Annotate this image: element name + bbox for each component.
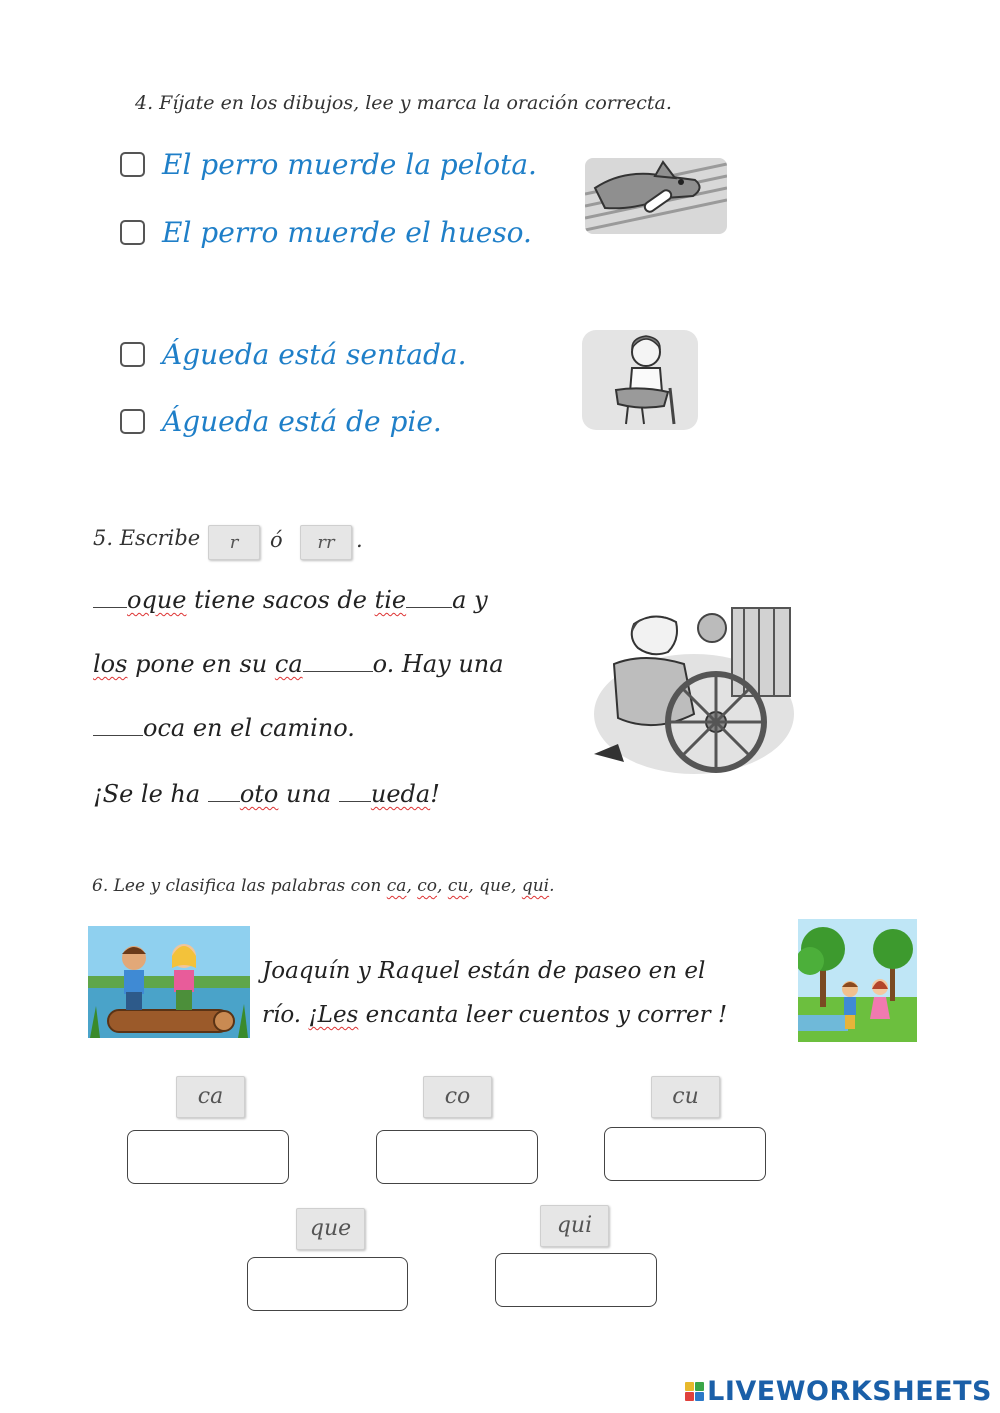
word: ueda xyxy=(370,780,431,808)
blank-input[interactable] xyxy=(93,587,127,608)
text: río. xyxy=(262,1002,309,1028)
sentence-1 xyxy=(93,586,488,614)
text: y xyxy=(466,586,488,614)
category-chip-qui: qui xyxy=(540,1205,609,1247)
girl-sitting-picture xyxy=(582,330,698,430)
word: que xyxy=(479,876,512,896)
man-fixing-wheel-picture xyxy=(594,604,794,776)
category-chip-cu: cu xyxy=(651,1076,720,1118)
word: oto xyxy=(239,780,279,808)
section4-instruction: 4. Fíjate en los dibujos, lee y marca la oración correcta. xyxy=(135,92,672,114)
kids-in-park-picture xyxy=(798,919,917,1042)
logo-mark-icon xyxy=(685,1382,704,1401)
liveworksheets-logo xyxy=(685,1376,992,1407)
text: encanta leer cuentos y correr ! xyxy=(358,1002,728,1028)
option-label: El perro muerde el hueso. xyxy=(162,216,532,249)
conjunction: ó xyxy=(270,528,283,552)
category-chip-ca: ca xyxy=(176,1076,245,1118)
checkbox[interactable] xyxy=(120,220,145,245)
word: qui xyxy=(521,876,550,896)
dog-biting-bone-picture xyxy=(585,158,727,234)
text: , xyxy=(437,876,448,896)
text: o xyxy=(372,650,387,678)
answer-box-co[interactable] xyxy=(376,1130,538,1184)
text: a xyxy=(452,586,467,614)
category-chip-co: co xyxy=(423,1076,492,1118)
blank-input[interactable] xyxy=(406,587,452,608)
option-perro-pelota[interactable] xyxy=(120,148,537,181)
option-label: Águeda está de pie. xyxy=(162,405,442,438)
text: 6. Lee y clasifica las palabras con xyxy=(92,876,387,896)
chip-r: r xyxy=(208,525,260,560)
text: , xyxy=(468,876,480,896)
checkbox[interactable] xyxy=(120,152,145,177)
kids-on-log-picture xyxy=(88,926,250,1038)
chip-rr: rr xyxy=(300,525,352,560)
blank-input[interactable] xyxy=(93,715,143,736)
checkbox[interactable] xyxy=(120,409,145,434)
answer-box-qui[interactable] xyxy=(495,1253,657,1307)
paragraph-line-1: Joaquín y Raquel están de paseo en el xyxy=(262,958,706,984)
text: pone en su xyxy=(127,650,275,678)
checkbox[interactable] xyxy=(120,342,145,367)
sentence-4 xyxy=(93,780,440,808)
option-agueda-de-pie[interactable] xyxy=(120,405,442,438)
text: . Hay una xyxy=(386,650,504,678)
text: tiene sacos de xyxy=(186,586,375,614)
answer-box-que[interactable] xyxy=(247,1257,408,1311)
text: una xyxy=(278,780,339,808)
text: ! xyxy=(430,780,440,808)
word: oque xyxy=(127,586,187,614)
blank-input[interactable] xyxy=(339,781,371,802)
category-chip-que: que xyxy=(296,1208,365,1250)
option-perro-hueso[interactable] xyxy=(120,216,532,249)
word: tie xyxy=(374,586,407,614)
blank-input[interactable] xyxy=(303,651,373,672)
sentence-3 xyxy=(93,714,355,742)
text: ¡Se le ha xyxy=(93,780,208,808)
word: cu xyxy=(447,876,469,896)
section5-instruction: 5. Escribe xyxy=(93,526,201,550)
text: , xyxy=(511,876,522,896)
blank-input[interactable] xyxy=(208,781,240,802)
text: . xyxy=(549,876,555,896)
text: oca en el camino. xyxy=(143,714,355,742)
option-label: El perro muerde la pelota. xyxy=(162,148,537,181)
sentence-2 xyxy=(93,650,504,678)
word: ¡Les xyxy=(308,1002,359,1028)
word: ca xyxy=(274,650,303,678)
word: los xyxy=(93,650,128,678)
text: , xyxy=(406,876,418,896)
answer-box-ca[interactable] xyxy=(127,1130,289,1184)
word: co xyxy=(417,876,438,896)
section6-instruction xyxy=(92,876,555,896)
option-agueda-sentada[interactable] xyxy=(120,338,467,371)
paragraph-line-2 xyxy=(262,1002,727,1028)
period: . xyxy=(356,528,363,552)
option-label: Águeda está sentada. xyxy=(162,338,467,371)
word: ca xyxy=(386,876,407,896)
brand-name: LIVEWORKSHEETS xyxy=(707,1376,992,1407)
answer-box-cu[interactable] xyxy=(604,1127,766,1181)
